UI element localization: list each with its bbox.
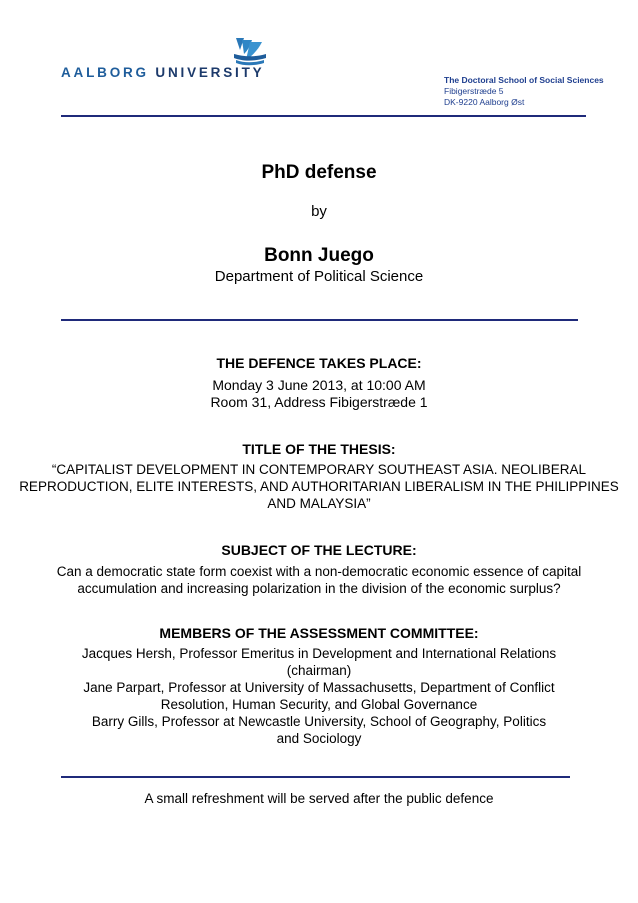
defence-room: Room 31, Address Fibigerstræde 1 [210, 394, 428, 410]
department-name: Department of Political Science [214, 268, 424, 285]
committee-member: Jane Parpart, Professor at University of Massachusetts, Department of Conflict Resolution, Human Security, and Global Governance [83, 680, 555, 712]
logo-text-university: UNIVERSITY [155, 65, 265, 80]
lecture-heading: SUBJECT OF THE LECTURE: [221, 542, 417, 558]
divider-middle [61, 319, 578, 321]
candidate-name: Bonn Juego [264, 245, 374, 266]
thesis-title: “CAPITALIST DEVELOPMENT IN CONTEMPORARY SOUTHEAST ASIA. NEOLIBERAL REPRODUCTION, ELITE INTERESTS, AND AUTHORITARIAN LIBERALISM IN THE PHILIPPINES AND MALAYSIA” [19, 462, 619, 511]
school-name: The Doctoral School of Social Sciences [444, 75, 604, 85]
defence-date: Monday 3 June 2013, at 10:00 AM [212, 377, 426, 393]
lecture-subject: Can a democratic state form coexist with a non-democratic economic essence of capital accumulation and increasing polarization in the division of the economic surplus? [56, 564, 582, 596]
page-title: PhD defense [261, 162, 377, 183]
school-street: Fibigerstræde 5 [444, 86, 504, 96]
committee-member: Barry Gills, Professor at Newcastle University, School of Geography, Politics and Sociology [91, 714, 547, 746]
university-logo-icon [232, 36, 268, 66]
committee-heading: MEMBERS OF THE ASSESSMENT COMMITTEE: [159, 625, 479, 641]
thesis-heading: TITLE OF THE THESIS: [242, 441, 396, 457]
committee-member: Jacques Hersh, Professor Emeritus in Development and International Relations (chairman) [81, 646, 557, 678]
refreshment-note: A small refreshment will be served after the public defence [144, 791, 494, 806]
divider-top [61, 115, 586, 117]
committee-list [80, 645, 558, 747]
place-heading: THE DEFENCE TAKES PLACE: [216, 355, 422, 371]
logo-text-aalborg: AALBORG [61, 65, 149, 80]
divider-bottom [61, 776, 570, 778]
by-label: by [311, 203, 327, 220]
university-logo-text [61, 65, 264, 80]
school-city: DK-9220 Aalborg Øst [444, 97, 525, 107]
school-address-block [444, 75, 604, 108]
